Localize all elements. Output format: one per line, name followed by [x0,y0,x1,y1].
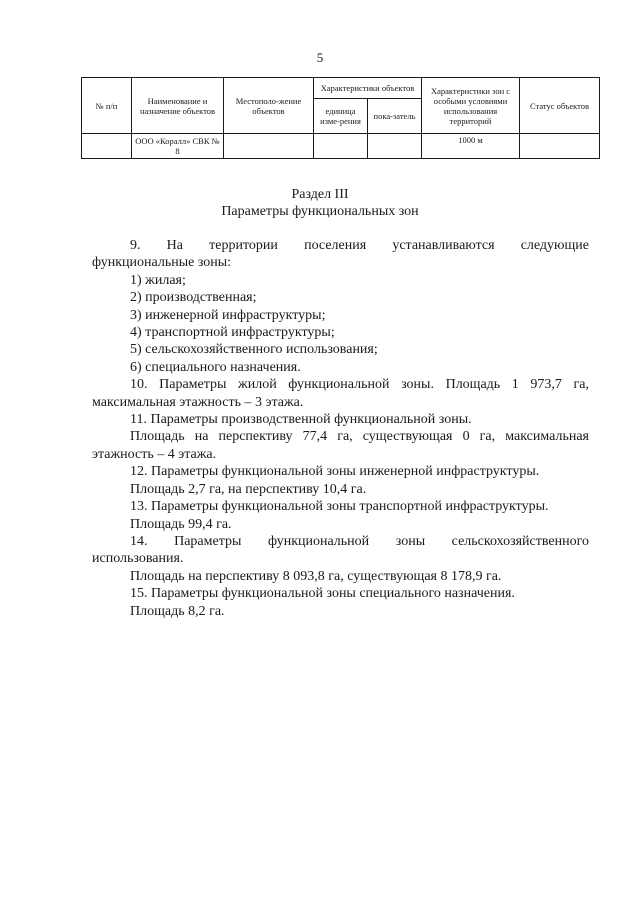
header-status: Статус объектов [520,78,600,134]
cell-status [520,134,600,159]
header-num: № п/п [82,78,132,134]
header-zones: Характеристики зон с особыми условиями использования территорий [422,78,520,134]
table-header-row [82,78,600,99]
paragraph-13-area: Площадь 99,4 га. [130,516,232,532]
cell-num [82,134,132,159]
list-item: 5) сельскохозяйственного использования; [130,342,378,358]
header-characteristics: Характеристики объектов [314,78,422,99]
paragraph-15-area: Площадь 8,2 га. [130,603,225,619]
section-heading [0,186,640,220]
cell-location [224,134,314,159]
header-indicator: пока-затель [368,99,422,134]
paragraph-12-area: Площадь 2,7 га, на перспективу 10,4 га. [130,481,367,497]
paragraph-9-first: 9. На территории поселения устанавливаются следующие [130,238,589,253]
paragraph-10-first: 10. Параметры жилой функциональной зоны. Площадь 1 973,7 га, [130,377,589,393]
document-body [92,237,589,620]
list-item: 3) инженерной инфраструктуры; [130,307,326,323]
cell-name: ООО «Коралл» СВК № 8 [132,134,224,159]
list-item: 1) жилая; [130,272,186,288]
cell-unit [314,134,368,159]
paragraph-9-second: функциональные зоны: [92,255,232,271]
page-number: 5 [316,50,324,65]
list-item: 2) производственная; [130,290,257,306]
table-row [82,134,600,159]
paragraph-15: 15. Параметры функциональной зоны специального назначения. [130,586,515,602]
header-name: Наименование и назначение объектов [132,78,224,134]
header-location: Местополо-жение объектов [224,78,314,134]
paragraph-14-area: Площадь на перспективу 8 093,8 га, существующая 8 178,9 га. [130,568,502,584]
cell-indicator [368,134,422,159]
paragraph-14-first: 14. Параметры функциональной зоны сельскохозяйственного [130,533,589,549]
list-item: 6) специального назначения. [130,359,301,375]
objects-table [81,77,600,159]
paragraph-11-area-second: этажность – 4 этажа. [92,446,217,462]
paragraph-10-second: максимальная этажность – 3 этажа. [92,394,304,410]
list-item: 4) транспортной инфраструктуры; [130,325,335,341]
paragraph-12: 12. Параметры функциональной зоны инженерной инфраструктуры. [130,464,540,480]
header-unit: единица изме-рения [314,99,368,134]
paragraph-11: 11. Параметры производственной функциональной зоны. [130,412,472,428]
paragraph-14-second: использования. [92,551,184,567]
section-title: Раздел III [291,187,349,202]
paragraph-11-area-first: Площадь на перспективу 77,4 га, существующая 0 га, максимальная [130,429,589,445]
section-subtitle: Параметры функциональных зон [221,204,419,219]
paragraph-13: 13. Параметры функциональной зоны транспортной инфраструктуры. [130,499,549,515]
cell-zones: 1000 м [422,134,520,159]
